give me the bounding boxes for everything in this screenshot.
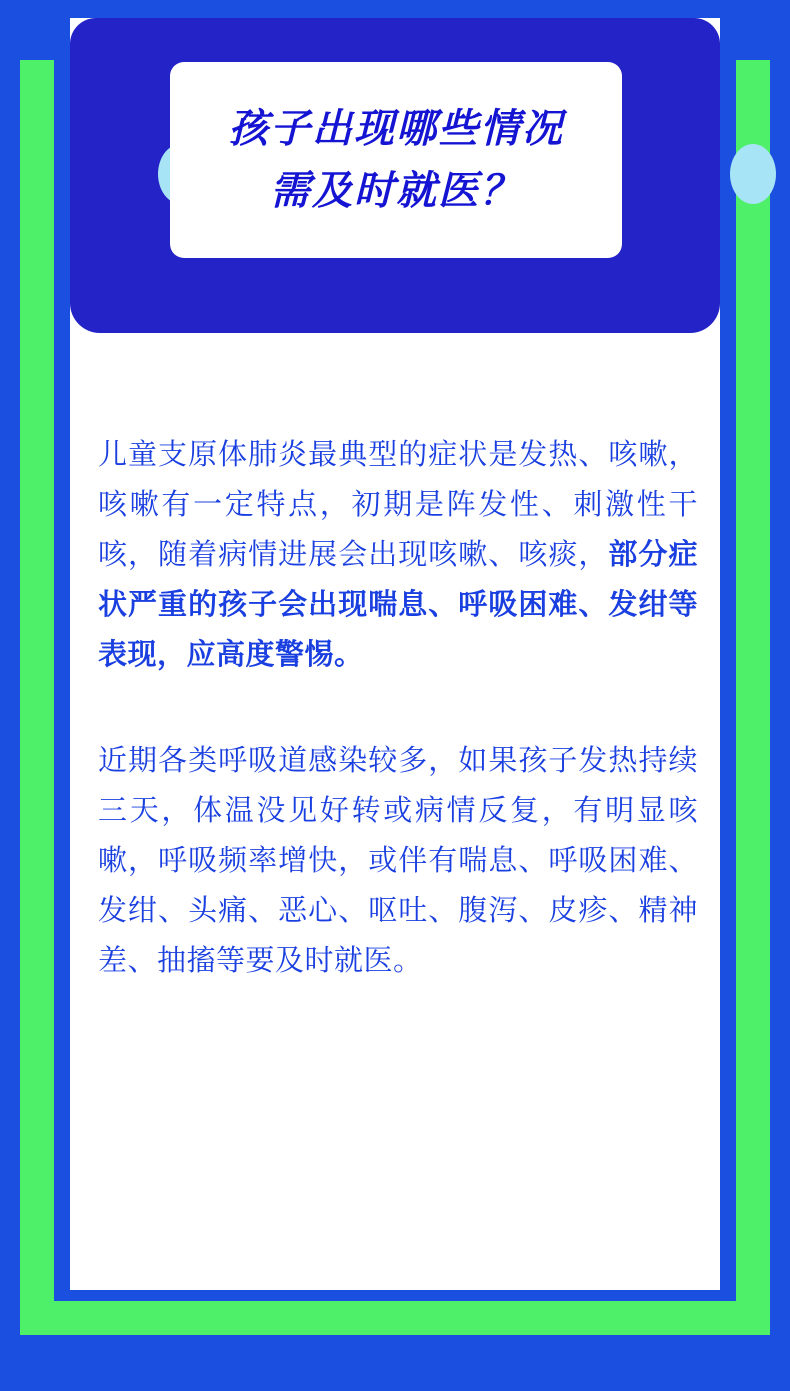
decorative-green-bar-right (736, 60, 770, 1335)
decorative-dot-right-icon (730, 144, 776, 204)
paragraph-2-normal: 近期各类呼吸道感染较多，如果孩子发热持续三天，体温没见好转或病情反复，有明显咳嗽，呼吸频率增快，或伴有喘息、呼吸困难、发绀、头痛、恶心、呕吐、腹泻、皮疹、精神差、抽搐等要及时就医。 (98, 745, 698, 977)
body-content (98, 430, 698, 986)
decorative-green-bar-left (20, 60, 54, 1335)
title-panel (170, 62, 622, 258)
page-title-line-1: 孩子出现哪些情况 (228, 107, 564, 151)
paragraph-1-normal: 儿童支原体肺炎最典型的症状是发热、咳嗽，咳嗽有一定特点，初期是阵发性、刺激性干咳，随着病情进展会出现咳嗽、咳痰， (98, 439, 698, 571)
decorative-green-bar-bottom (20, 1301, 770, 1335)
paragraph-1 (98, 430, 698, 680)
paragraph-1-bold: 部分症状严重的孩子会出现喘息、呼吸困难、发绀等表现，应高度警惕。 (98, 539, 698, 671)
page-title-line-2: 需及时就医？ (270, 169, 522, 213)
paragraph-2 (98, 736, 698, 986)
